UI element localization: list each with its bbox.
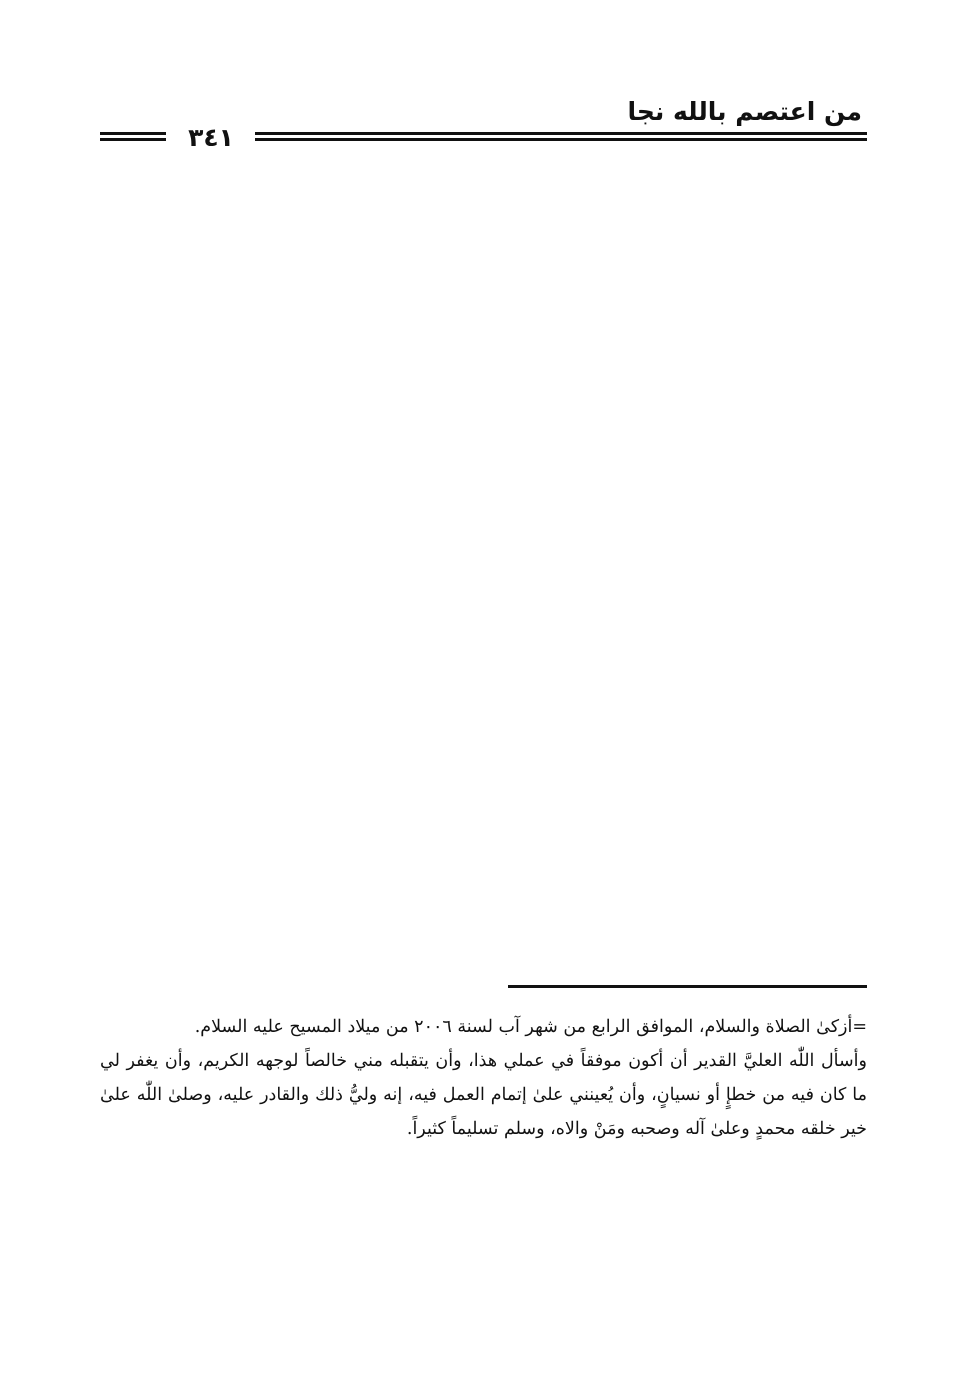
footnote-block xyxy=(100,1010,867,1146)
footnote-paragraph: وأسأل اللّٰه العليَّ القدير أن أكون موفقاً في عملي هذا، وأن يتقبله مني خالصاً لوجهه الكريم، وأن يغفر لي ما كان فيه من خطإٍ أو نسيانٍ، وأن يُعينني علىٰ إتمام العمل فيه، إنه وليُّ ذلك والقادر عليه، وصلىٰ اللّٰه علىٰ خير خلقه محمدٍ وعلىٰ آله وصحبه ومَنْ والاه، وسلم تسليماً كثيراً. xyxy=(100,1051,867,1139)
page-number: ٣٤١ xyxy=(188,123,234,152)
header-rule-right xyxy=(255,131,867,145)
header-rule-left xyxy=(100,131,166,145)
running-header-title: من اعتصم بالله نجا xyxy=(627,97,862,126)
footnote-separator xyxy=(508,985,867,988)
header-rule-line xyxy=(100,138,166,141)
header-rule-line xyxy=(255,138,867,141)
footnote-paragraph: =أزكىٰ الصلاة والسلام، الموافق الرابع من شهر آب لسنة ٢٠٠٦ من ميلاد المسيح عليه السلام. xyxy=(194,1017,867,1037)
header-rule-line xyxy=(100,132,166,135)
header-rule-line xyxy=(255,132,867,135)
